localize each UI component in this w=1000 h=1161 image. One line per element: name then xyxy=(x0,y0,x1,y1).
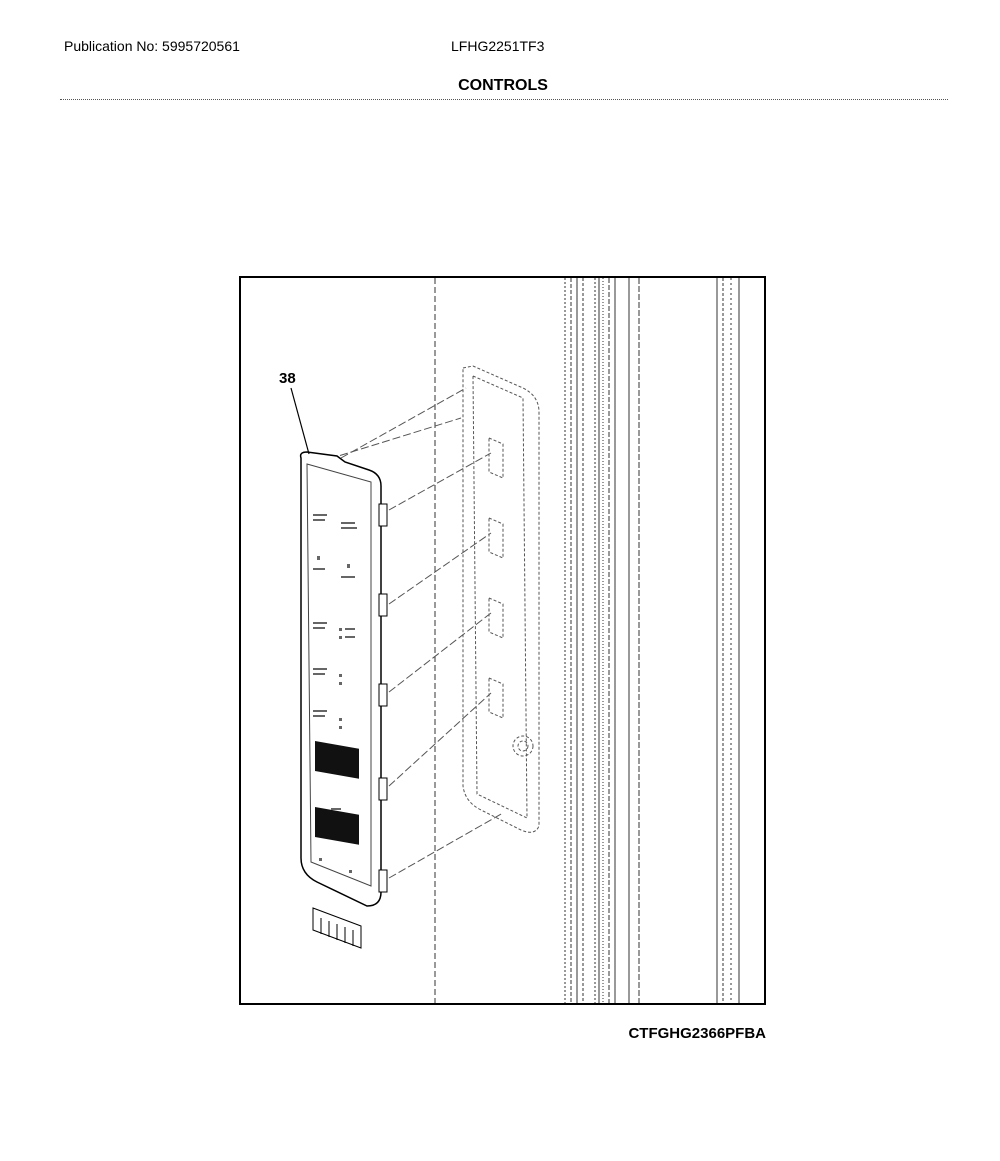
mounting-housing xyxy=(463,366,539,832)
model-number: LFHG2251TF3 xyxy=(451,38,545,54)
callout-leader-38 xyxy=(291,388,309,454)
publication-number: Publication No: 5995720561 xyxy=(64,38,240,54)
door-edge-lines xyxy=(435,278,739,1005)
header-divider xyxy=(60,99,948,100)
figure-code: CTFGHG2366PFBA xyxy=(628,1025,766,1042)
exploded-diagram xyxy=(239,276,766,1005)
control-panel-part xyxy=(301,452,387,948)
section-title: CONTROLS xyxy=(458,77,548,94)
callout-38: 38 xyxy=(279,370,296,387)
diagram-drawing xyxy=(241,278,766,1005)
